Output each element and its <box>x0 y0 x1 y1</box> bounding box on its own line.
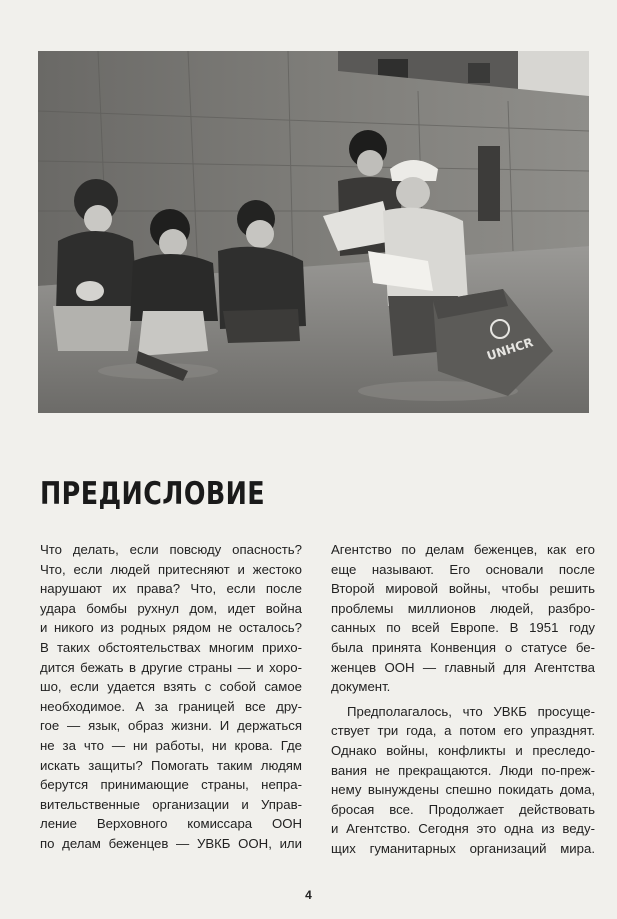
page-number: 4 <box>305 888 312 902</box>
text-line: Что, если людей притесняют и жестоко <box>40 561 302 577</box>
text-line: гое — язык, образ жизни. И держаться <box>40 718 302 734</box>
text-line: по делам беженцев — УВКБ ООН, или <box>40 835 302 851</box>
left-column <box>40 540 302 854</box>
text-line: дится бежать в другие страны — и хоро- <box>40 659 302 675</box>
bag-logo-text: UNHCR <box>485 335 535 364</box>
text-line: искать защиты? Помогать таким людям <box>40 757 302 773</box>
text-line: и никого из родных рядом не осталось? <box>40 620 302 636</box>
text-line: удара бомбы рухнул дом, идет война <box>40 600 302 616</box>
text-line: Второй мировой войны, чтобы решить <box>331 581 595 597</box>
text-line: вительственные организации и Управ- <box>40 796 302 812</box>
text-line: ствует три года, а потом его упразднят. <box>331 723 595 739</box>
text-line: необходимое. А за границей все дру- <box>40 698 302 714</box>
text-line: вания не прекращаются. Люди по-преж- <box>331 762 595 778</box>
text-line: ление Верховного комиссара ООН <box>40 816 302 832</box>
text-line: бросая все. Продолжает действовать <box>331 801 595 817</box>
text-line: нему вынуждены спешно покидать дома, <box>331 782 595 798</box>
text-line: не за что — ни работы, ни крова. Где <box>40 737 302 753</box>
text-line: В таких обстоятельствах многим прихо- <box>40 639 302 655</box>
photo-children-reading <box>38 51 589 413</box>
right-column <box>331 540 595 859</box>
text-line: Предполагалось, что УВКБ просуще- <box>347 703 595 719</box>
text-line: еще называют. Его основали после <box>331 561 595 577</box>
text-line: нарушают их права? Что, если после <box>40 581 302 597</box>
text-line: женцев ООН — главный для Агентства <box>331 659 595 675</box>
text-line: Что делать, если повсюду опасность? <box>40 542 302 557</box>
text-line: проблемы миллионов людей, разбро- <box>331 600 595 616</box>
text-line: щих гуманитарных организаций мира. <box>331 840 595 856</box>
text-line: и Агентство. Сегодня это одна из веду- <box>331 821 595 837</box>
text-line: Агентство по делам беженцев, как его <box>331 542 595 557</box>
text-line: санных по всей Европе. В 1951 году <box>331 620 595 636</box>
text-line: документ. <box>331 679 391 695</box>
text-line: была принята Конвенция о статусе бе- <box>331 639 595 655</box>
text-line: берутся принимающие страны, непра- <box>40 777 302 793</box>
text-line: Однако войны, конфликты и преследо- <box>331 742 595 758</box>
text-line: шо, если удается взять с собой самое <box>40 679 302 695</box>
chapter-heading: ПРЕДИСЛОВИЕ <box>40 476 266 512</box>
